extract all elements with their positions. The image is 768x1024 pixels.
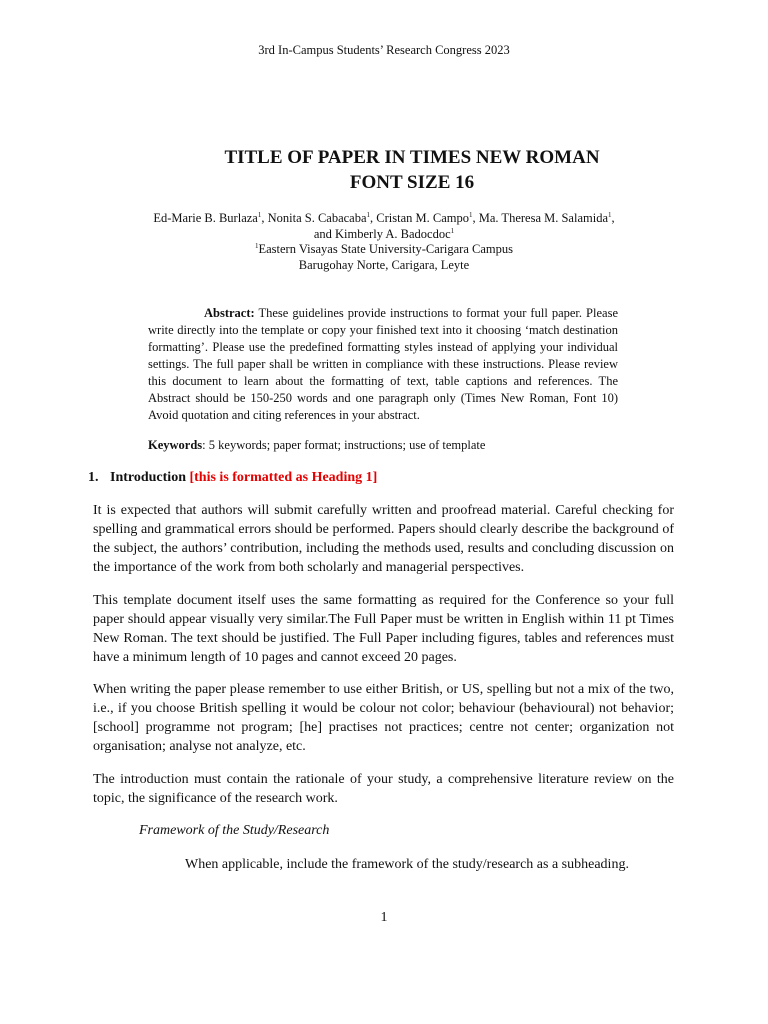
author-affiliation-mark: 1 (450, 226, 455, 235)
section-number: 1. (88, 470, 99, 485)
running-header: 3rd In-Campus Students’ Research Congress 2023 (258, 43, 510, 57)
section-heading-introduction (88, 469, 688, 487)
author-name: Kimberly A. Badocdoc (335, 226, 451, 241)
keywords-text: : 5 keywords; paper format; instructions; use of template (202, 438, 486, 452)
author-separator: , (472, 211, 479, 225)
heading-format-note: [this is formatted as Heading 1] (189, 470, 378, 485)
body-paragraph: When writing the paper please remember to use either British, or US, spelling but not a mix of the two, i.e., if you choose British spelling it would be colour not color; behaviour (behavioural) not behavior; [school] programme not program; [he] practises not practices; centre not center; organization not organisation; analyse not analyze, etc. (93, 682, 674, 754)
author-name: Nonita S. Cabacaba (267, 211, 367, 225)
body-paragraph: It is expected that authors will submit carefully written and proofread material. Careful checking for spelling and grammatical errors should be performed. Papers should clearly describe the background of the subject, the authors’ contribution, including the methods used, results and concluding discussion on the importance of the work from both scholarly and managerial perspectives. (93, 503, 674, 575)
subheading-framework: Framework of the Study/Research (139, 823, 330, 838)
page-number: 1 (380, 910, 388, 925)
author-affiliation-mark: 1 (469, 210, 473, 219)
abstract (148, 305, 618, 424)
author-separator: , and (313, 211, 615, 241)
framework-text: When applicable, include the framework of the study/research as a subheading. (185, 857, 629, 872)
affiliation-name: Eastern Visayas State University-Carigara Campus (258, 242, 513, 256)
paper-title-line-1: TITLE OF PAPER IN TIMES NEW ROMAN (224, 147, 600, 168)
section-title: Introduction (110, 470, 186, 485)
abstract-label: Abstract: (204, 306, 255, 320)
author-list (150, 211, 618, 242)
author-name: Ma. Theresa M. Salamida (478, 211, 608, 225)
author-separator: , (370, 211, 377, 225)
affiliation-address: Barugohay Norte, Carigara, Leyte (298, 257, 470, 272)
body-paragraph: The introduction must contain the rationale of your study, a comprehensive literature review on the topic, the significance of the research work. (93, 772, 674, 806)
framework-paragraph (93, 855, 674, 874)
body-paragraph: This template document itself uses the same formatting as required for the Conference so your full paper should appear visually very similar.The Full Paper must be written in English within 11 pt Times New Roman. The text should be justified. The Full Paper including figures, tables and references must have a minimum length of 10 pages and cannot exceed 20 pages. (93, 593, 674, 665)
author-name: Ed-Marie B. Burlaza (153, 211, 258, 225)
author-affiliation-mark: 1 (366, 210, 371, 219)
affiliation-mark: 1 (254, 241, 259, 250)
keywords-label: Keywords (148, 438, 203, 452)
author-separator: , (261, 211, 268, 225)
author-affiliation-mark: 1 (608, 210, 612, 219)
paper-title-line-2: FONT SIZE 16 (349, 172, 475, 193)
author-name: Cristan M. Campo (376, 211, 469, 225)
affiliation (150, 242, 618, 258)
abstract-text: These guidelines provide instructions to format your full paper. Please write directly into the template or copy your finished text into it choosing ‘match destination formatting’. Please use the predefined formatting styles instead of applying your individual settings. The full paper shall be written in compliance with these instructions. Please review this document to learn about the formatting of text, table captions and references. The Abstract should be 150-250 words and one paragraph only (Times New Roman, Font 10) Avoid quotation and citing references in your abstract. (148, 306, 618, 422)
author-affiliation-mark: 1 (257, 210, 262, 219)
author-block (150, 211, 618, 273)
keywords (148, 437, 618, 454)
paper-title (200, 145, 624, 195)
